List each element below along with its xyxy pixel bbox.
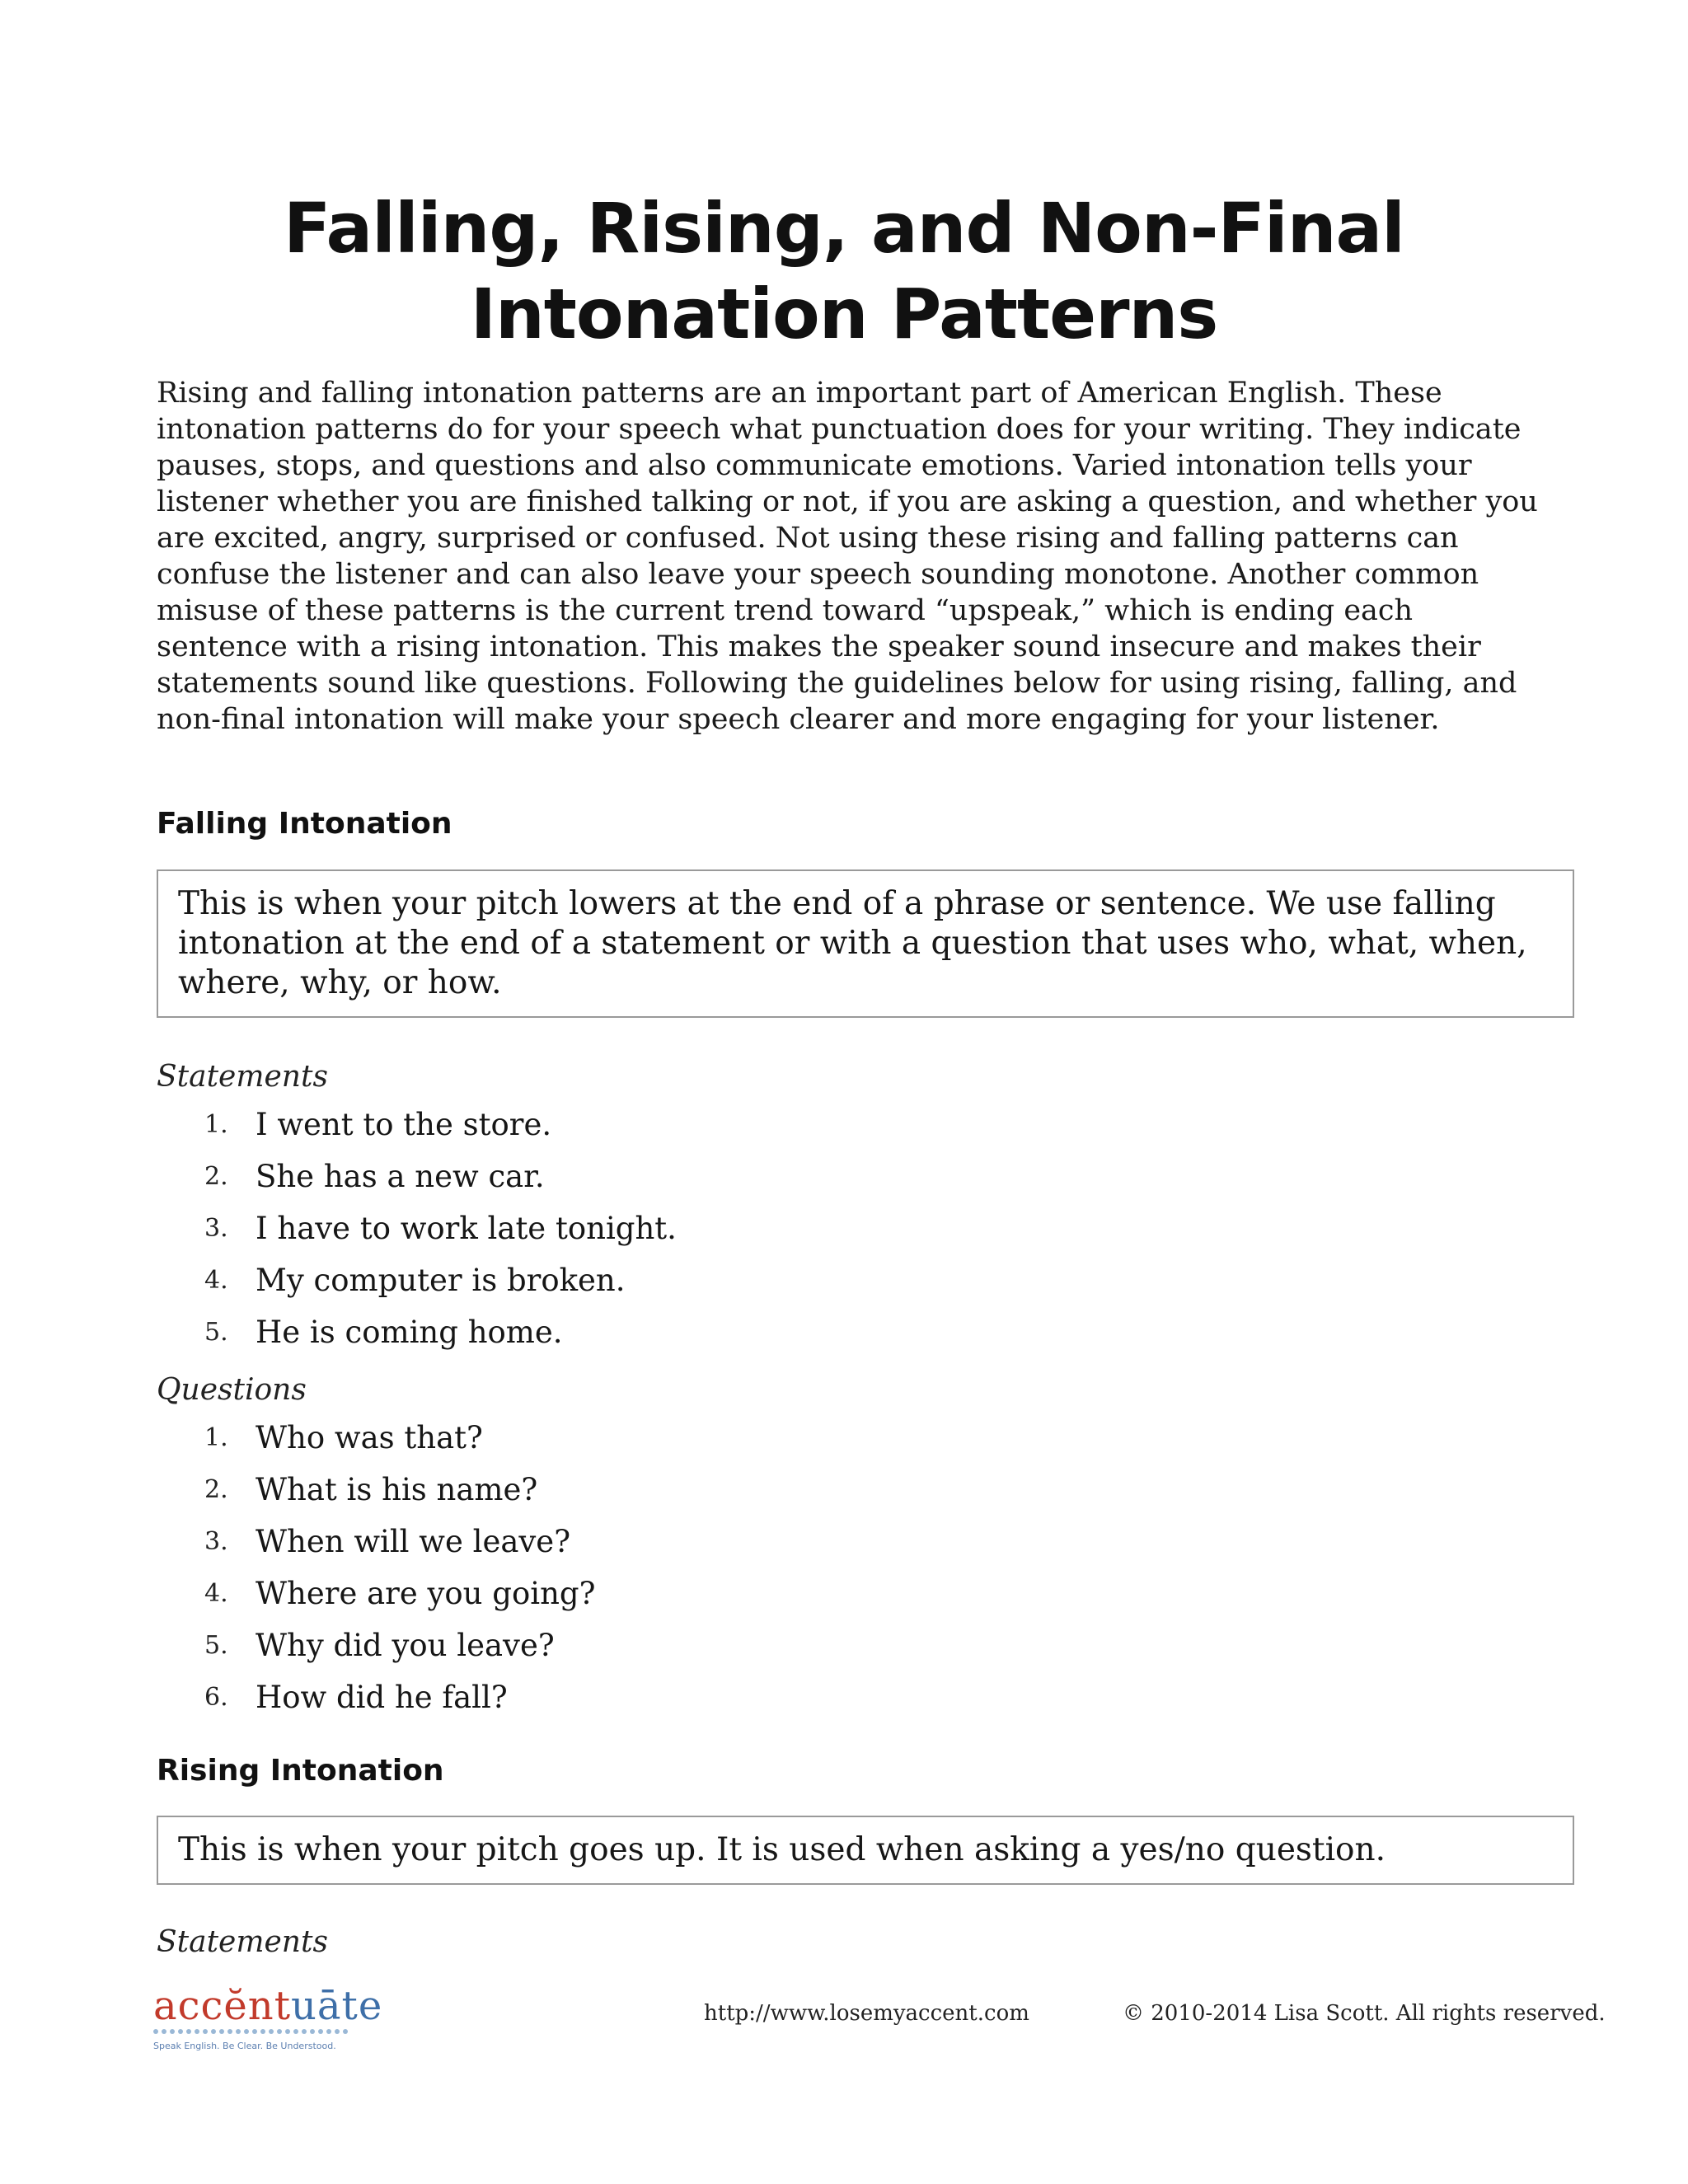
footer-copyright: © 2010-2014 Lisa Scott. All rights reserved. [1123,2001,1606,2026]
falling-statements-label: Statements [157,1060,328,1094]
document-page: Falling, Rising, and Non-Final Intonation Patterns Rising and falling intonation patterns are an important part of American English. These intonation patterns do for your speech what punctuation does for your writing. They indicate pauses, stops, and questions and also communicate emotions. Varied intonation tells your listener whether you are finished talking or not, if you are asking a question, and whether you are excited, angry, surprised or confused. Not using these rising and falling patterns can confuse the listener and can also leave your speech sounding monotone. Another common misuse of these patterns is the current trend toward “upspeak,” which is ending each sentence with a rising intonation. This makes the speaker sound insecure and makes their statements sound like questions. Following the guidelines below for using rising, falling, and non-final intonation will make your speech clearer and more engaging for your listener. Falling Intonation This is when your pitch lowers at the end of a phrase or sentence. We use falling intonation at the end of a statement or with a question that uses who, what, when, where, why, or how. Statements 1. I went to the store. 2. She has a new car. 3. I have to work late tonight. 4. My computer is broken. 5. He is coming home. Questions 1. Who was that? 2. What is his name? 3. When will we leave? 4. Where are you going? 5. Why did you leave? 6. How did he fall? Rising Intonation This is when your pitch goes up. It is used when asking a yes/no question. Statements accĕntuāte Speak English. Be Clear. Be Understood. http://www.losemyaccent.com © 2010-2014 Lisa Scott. All rights reserved. [0,0,1688,2184]
falling-definition-box: This is when your pitch lowers at the end of a phrase or sentence. We use falling intonation at the end of a statement or with a question that uses who, what, when, where, why, or how. [157,869,1574,1018]
page-title [0,185,1688,357]
title-line-2: Intonation Patterns [470,274,1218,354]
rising-definition-box: This is when your pitch goes up. It is used when asking a yes/no question. [157,1816,1574,1885]
rising-intonation-heading: Rising Intonation [157,1754,444,1788]
logo-tagline: Speak English. Be Clear. Be Understood. [153,2041,336,2051]
title-line-1: Falling, Rising, and Non-Final [284,188,1404,269]
intro-paragraph: Rising and falling intonation patterns are an important part of American English. These intonation patterns do for your speech what punctuation does for your writing. They indicate pauses, stops, and questions and also communicate emotions. Varied intonation tells your listener whether you are finished talking or not, if you are asking a question, and whether you are excited, angry, surprised or confused. Not using these rising and falling patterns can confuse the listener and can also leave your speech sounding monotone. Another common misuse of these patterns is the current trend toward “upspeak,” which is ending each sentence with a rising intonation. This makes the speaker sound insecure and makes their statements sound like questions. Following the guidelines below for using rising, falling, and non-final intonation will make your speech clearer and more engaging for your listener. [157,377,1538,736]
logo-dots [153,2029,368,2037]
falling-questions-label: Questions [157,1373,307,1407]
falling-intonation-heading: Falling Intonation [157,807,452,841]
rising-statements-label: Statements [157,1925,328,1959]
footer-url-link[interactable]: http://www.losemyaccent.com [704,2001,1029,2026]
logo-wordmark: accĕntuāte [153,1983,383,2029]
accentuate-logo [153,1983,383,2052]
